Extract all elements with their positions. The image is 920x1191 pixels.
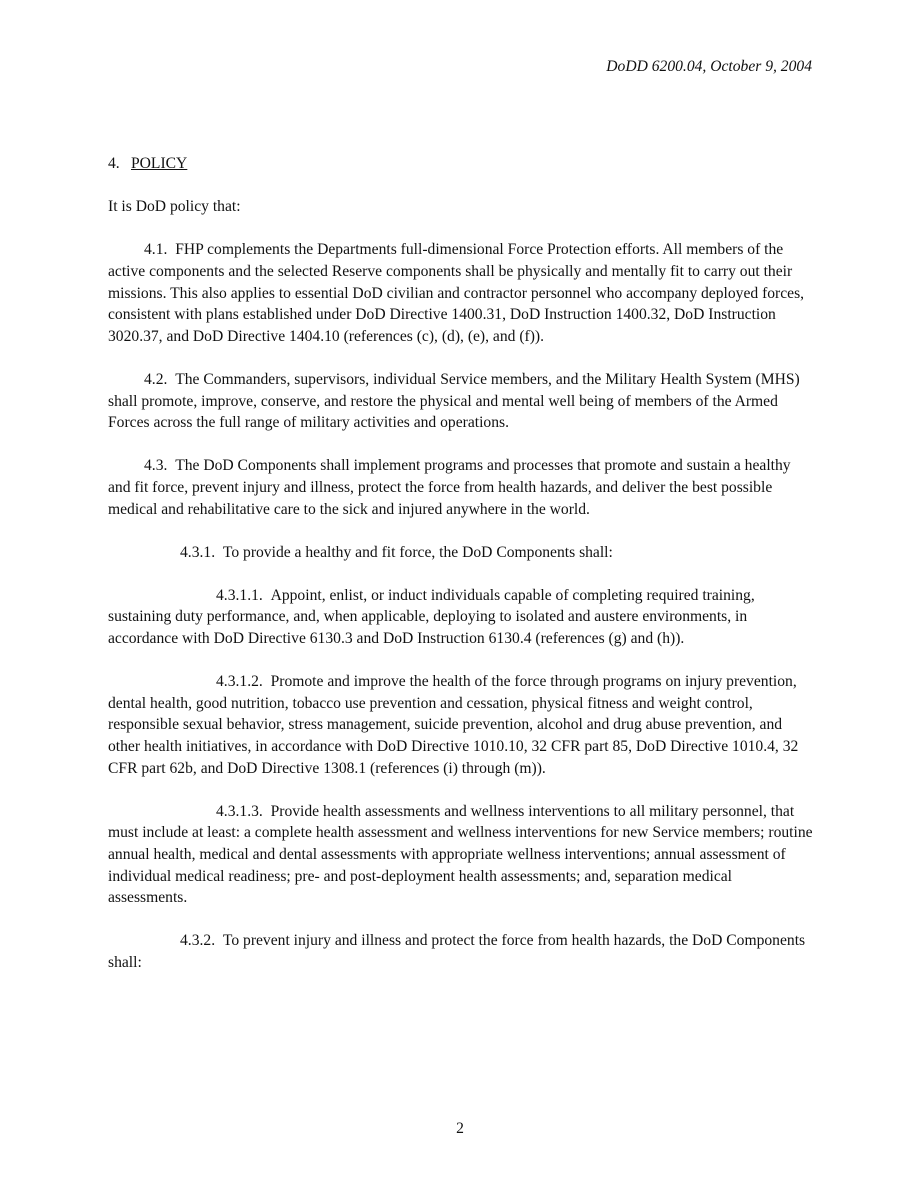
document-header: DoDD 6200.04, October 9, 2004	[606, 58, 812, 75]
paragraph-4-3-1	[108, 542, 813, 564]
section-heading	[108, 153, 813, 175]
paragraph-4-3-1-2	[108, 671, 813, 779]
paragraph-text: To provide a healthy and fit force, the DoD Components shall:	[222, 543, 613, 561]
paragraph-4-3-1-1	[108, 585, 813, 650]
paragraph-number: 4.3.1.	[180, 543, 216, 561]
page-number: 2	[456, 1120, 464, 1137]
paragraph-number: 4.2.	[144, 370, 168, 388]
paragraph-4-3-2	[108, 930, 813, 973]
paragraph-number: 4.3.	[144, 457, 168, 475]
intro-text: It is DoD policy that:	[108, 198, 241, 216]
paragraph-text: Appoint, enlist, or induct individuals capable of completing required training, sustaining duty performance, and, when applicable, deploying to isolated and austere environments, in accordance with DoD Directive 6130.3 and DoD Instruction 6130.4 (references (g) and (h)).	[108, 586, 755, 648]
paragraph-text: Promote and improve the health of the force through programs on injury prevention, dental health, good nutrition, tobacco use prevention and cessation, physical fitness and weight control, responsible sexual behavior, stress management, suicide prevention, alcohol and drug abuse prevention, and other health initiatives, in accordance with DoD Directive 1010.10, 32 CFR part 85, DoD Directive 1010.4, 32 CFR part 62b, and DoD Directive 1308.1 (references (i) through (m)).	[108, 673, 799, 777]
section-title: POLICY	[131, 155, 188, 172]
paragraph-text: The Commanders, supervisors, individual Service members, and the Military Health System (MHS) shall promote, improve, conserve, and restore the physical and mental well being of members of the Armed Forces across the full range of military activities and operations.	[108, 370, 800, 432]
paragraph-text: The DoD Components shall implement programs and processes that promote and sustain a healthy and fit force, prevent injury and illness, protect the force from health hazards, and deliver the best possible medical and rehabilitative care to the sick and injured anywhere in the world.	[108, 457, 791, 518]
paragraph-4-2	[108, 369, 813, 434]
paragraph-text: FHP complements the Departments full-dimensional Force Protection efforts. All members of the active components and the selected Reserve components shall be physically and mentally fit to carry out their missions. This also applies to essential DoD civilian and contractor personnel who accompany deployed forces, consistent with plans established under DoD Directive 1400.31, DoD Instruction 1400.32, DoD Instruction 3020.37, and DoD Directive 1404.10 (references (c), (d), (e), and (f)).	[108, 241, 805, 345]
paragraph-number: 4.3.2.	[180, 932, 216, 950]
paragraph-text: To prevent injury and illness and protect the force from health hazards, the DoD Components shall:	[108, 932, 806, 971]
document-body	[108, 153, 813, 974]
paragraph-4-3-1-3	[108, 801, 813, 909]
paragraph-number: 4.3.1.3.	[216, 802, 263, 820]
paragraph-number: 4.3.1.2.	[216, 673, 263, 691]
paragraph-number: 4.3.1.1.	[216, 586, 263, 604]
section-number: 4.	[108, 155, 120, 172]
paragraph-number: 4.1.	[144, 241, 168, 259]
paragraph-4-1	[108, 239, 813, 347]
paragraph-4-3	[108, 455, 813, 520]
paragraph-text: Provide health assessments and wellness interventions to all military personnel, that must include at least: a complete health assessment and wellness interventions for new Service members; routine annual health, medical and dental assessments with appropriate wellness interventions; annual assessment of individual medical readiness; pre- and post-deployment health assessments; and, separation medical assessments.	[108, 802, 813, 907]
